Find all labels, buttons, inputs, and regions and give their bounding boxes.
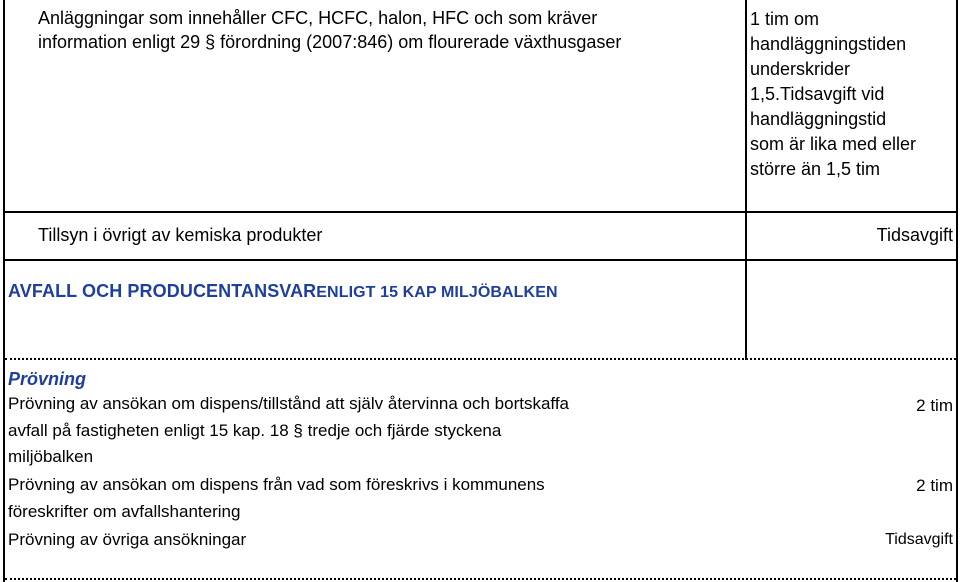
section-title-part2: ENLIGT 15 KAP MILJÖBALKEN [316,284,558,301]
fee-line: 1,5.Tidsavgift vid [750,84,885,104]
provning-row-1 [8,391,569,471]
text-line: Prövning av ansökan om dispens från vad som föreskrivs i kommunens [8,475,545,494]
text-line: information enligt 29 § förordning (2007:846) om flourerade växthusgaser [38,31,622,52]
left-border [3,0,5,582]
fee-line: större än 1,5 tim [750,159,881,179]
top-row-fee [750,7,916,182]
provning-row-2-fee: 2 tim [916,476,953,495]
text-line: Prövning av ansökan om dispens/tillstånd att själv återvinna och bortskaffa [8,394,569,413]
text-line: Anläggningar som innehåller CFC, HCFC, halon, HFC och som kräver [38,8,598,28]
provning-row-3-fee: Tidsavgift [885,531,953,548]
column-divider [745,0,747,260]
row-divider-2 [3,259,958,261]
provning-row-1-fee: 2 tim [916,396,953,415]
right-border [956,0,958,582]
top-row-description [38,7,621,54]
column-divider-lower [745,260,747,360]
row-divider-1 [3,211,958,213]
provning-row-2 [8,472,545,525]
text-line: föreskrifter om avfallshantering [8,501,241,521]
fee-line: 1 tim om [750,9,820,29]
fee-line: handläggningstid [750,109,887,129]
provning-row-3 [8,527,246,554]
provning-heading: Prövning [8,369,87,389]
fee-line: handläggningstiden [750,34,907,54]
fee-line: som är lika med eller [750,134,917,154]
kemiska-fee: Tidsavgift [876,225,953,245]
dotted-divider-2 [5,578,956,580]
kemiska-label: Tillsyn i övrigt av kemiska produkter [38,225,323,245]
section-title-part1: AVFALL OCH PRODUCENTANSVAR [8,281,317,301]
dotted-divider-1 [5,358,956,360]
text-line: Prövning av övriga ansökningar [8,530,247,549]
text-line: miljöbalken [8,447,94,466]
fee-line: underskrider [750,59,851,79]
text-line: avfall på fastigheten enligt 15 kap. 18 § tredje och fjärde styckena [8,420,502,440]
section-title [8,281,558,302]
